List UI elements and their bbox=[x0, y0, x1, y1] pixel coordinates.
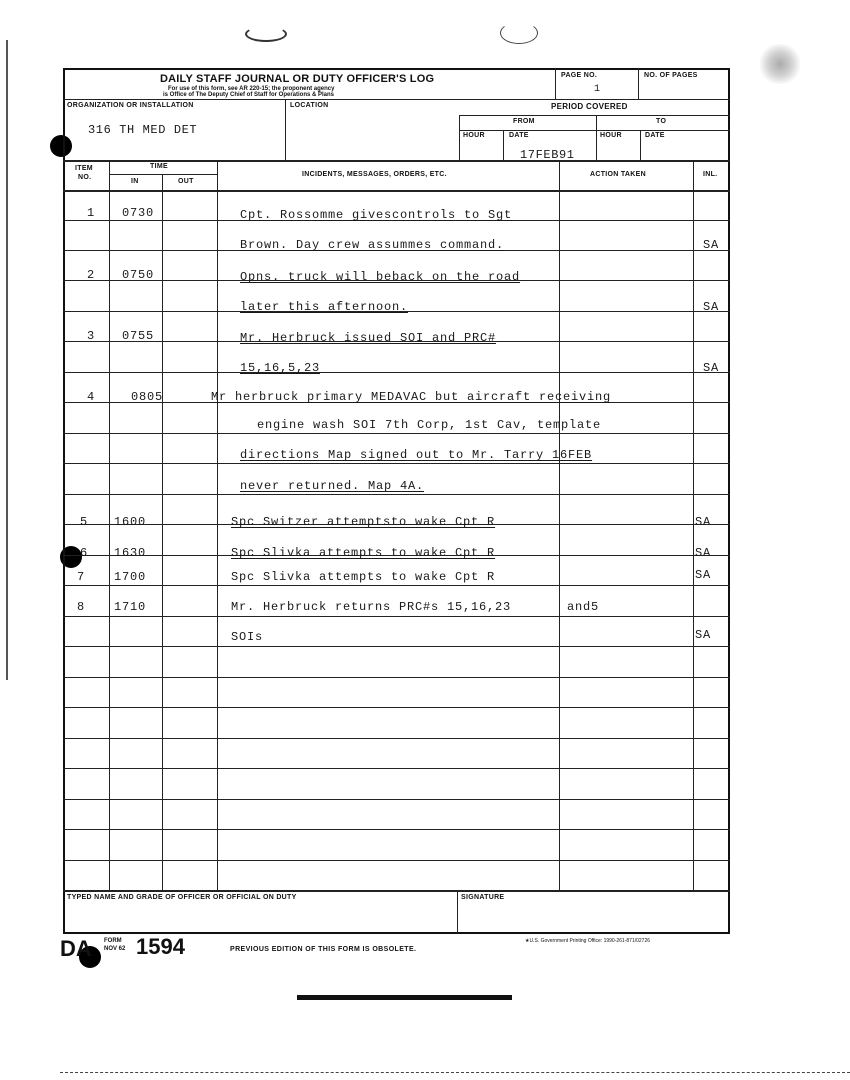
from-label: FROM bbox=[513, 118, 535, 125]
initials: SA bbox=[695, 628, 712, 642]
incident-text: Brown. Day crew assummes command. bbox=[240, 238, 505, 252]
to-label: TO bbox=[656, 118, 667, 125]
bottom-redaction-bar bbox=[297, 995, 512, 1000]
initials-label: INL. bbox=[703, 171, 718, 178]
scan-speckle-top-right bbox=[500, 22, 538, 44]
location-label: LOCATION bbox=[290, 102, 329, 109]
from-hour-label: HOUR bbox=[463, 132, 485, 139]
incident-text: Cpt. Rossomme givescontrols to Sgt bbox=[240, 208, 513, 222]
item-no: 3 bbox=[87, 329, 96, 343]
time-in: 1630 bbox=[114, 546, 147, 560]
incident-text: Mr herbruck primary MEDAVAC but aircraft receiving bbox=[211, 390, 612, 404]
incident-text: never returned. Map 4A. bbox=[240, 479, 425, 493]
time-in: 1710 bbox=[114, 600, 147, 614]
form-subtitle-2: is Office of The Deputy Chief of Staff for Operations & Plans bbox=[163, 92, 335, 98]
period-covered-label: PERIOD COVERED bbox=[551, 102, 628, 111]
from-date-label: DATE bbox=[509, 132, 529, 139]
from-date-value: 17FEB91 bbox=[520, 148, 575, 162]
form-title: DAILY STAFF JOURNAL OR DUTY OFFICER'S LOG bbox=[160, 73, 435, 85]
initials: SA bbox=[695, 568, 712, 582]
incident-text: Mr. Herbruck issued SOI and PRC# bbox=[240, 331, 497, 345]
item-no: 8 bbox=[77, 600, 86, 614]
form-date: NOV 62 bbox=[104, 946, 126, 952]
incident-text: Opns. truck will beback on the road bbox=[240, 270, 521, 284]
time-label: TIME bbox=[150, 163, 168, 170]
form-number: 1594 bbox=[136, 934, 185, 959]
out-label: OUT bbox=[178, 178, 194, 185]
time-in: 0805 bbox=[131, 390, 164, 404]
incident-text: Spc Slivka attempts to wake Cpt R bbox=[231, 570, 496, 584]
initials: SA bbox=[703, 238, 720, 252]
initials: SA bbox=[695, 515, 712, 529]
initials: SA bbox=[703, 361, 720, 375]
incident-text: 15,16,5,23 bbox=[240, 361, 321, 375]
journal-form bbox=[63, 68, 730, 934]
time-in: 0730 bbox=[122, 206, 155, 220]
incidents-label: INCIDENTS, MESSAGES, ORDERS, ETC. bbox=[302, 171, 447, 178]
incident-text: Spc Slivka attempts to wake Cpt R bbox=[231, 546, 496, 560]
to-date-label: DATE bbox=[645, 132, 665, 139]
bottom-dashed-line bbox=[60, 1072, 850, 1073]
item-no: 7 bbox=[77, 570, 86, 584]
previous-edition-note: PREVIOUS EDITION OF THIS FORM IS OBSOLETE. bbox=[230, 946, 417, 953]
time-in: 1700 bbox=[114, 570, 147, 584]
scan-speckle-top bbox=[245, 26, 287, 42]
form-subtitle-1: For use of this form, see AR 220-15; the proponent agency bbox=[168, 86, 335, 92]
action-taken: and5 bbox=[567, 600, 600, 614]
form-prefix: DA bbox=[60, 936, 92, 961]
incident-text: directions Map signed out to Mr. Tarry 16FEB bbox=[240, 448, 593, 462]
time-in: 1600 bbox=[114, 515, 147, 529]
left-edge-line bbox=[6, 40, 8, 680]
item-no: 4 bbox=[87, 390, 96, 404]
gpo-imprint: ★U.S. Government Printing Office: 1990-261-871/02726 bbox=[525, 938, 651, 944]
incident-text: engine wash SOI 7th Corp, 1st Cav, template bbox=[257, 418, 602, 432]
no-of-pages-label: NO. OF PAGES bbox=[644, 72, 698, 79]
incident-text: SOIs bbox=[231, 630, 264, 644]
incident-text: Mr. Herbruck returns PRC#s 15,16,23 bbox=[231, 600, 512, 614]
item-label: ITEM bbox=[75, 165, 93, 172]
item-no: 6 bbox=[80, 546, 89, 560]
initials: SA bbox=[703, 300, 720, 314]
item-no-label: NO. bbox=[78, 174, 92, 181]
organization-label: ORGANIZATION OR INSTALLATION bbox=[67, 102, 194, 109]
item-no: 5 bbox=[80, 515, 89, 529]
initials: SA bbox=[695, 546, 712, 560]
item-no: 1 bbox=[87, 206, 96, 220]
time-in: 0750 bbox=[122, 268, 155, 282]
form-word: FORM bbox=[104, 938, 122, 944]
time-in: 0755 bbox=[122, 329, 155, 343]
incident-text: Spc Switzer attemptsto wake Cpt R bbox=[231, 515, 496, 529]
officer-name-label: TYPED NAME AND GRADE OF OFFICER OR OFFICIAL ON DUTY bbox=[67, 894, 297, 901]
scan-speckle-corner bbox=[760, 44, 800, 84]
to-hour-label: HOUR bbox=[600, 132, 622, 139]
signature-label: SIGNATURE bbox=[461, 894, 505, 901]
in-label: IN bbox=[131, 178, 139, 185]
incident-text: later this afternoon. bbox=[240, 300, 409, 314]
item-no: 2 bbox=[87, 268, 96, 282]
action-taken-label: ACTION TAKEN bbox=[590, 171, 646, 178]
organization-value: 316 TH MED DET bbox=[88, 123, 198, 137]
page-no-value: 1 bbox=[594, 84, 601, 95]
page-no-label: PAGE NO. bbox=[561, 72, 598, 79]
